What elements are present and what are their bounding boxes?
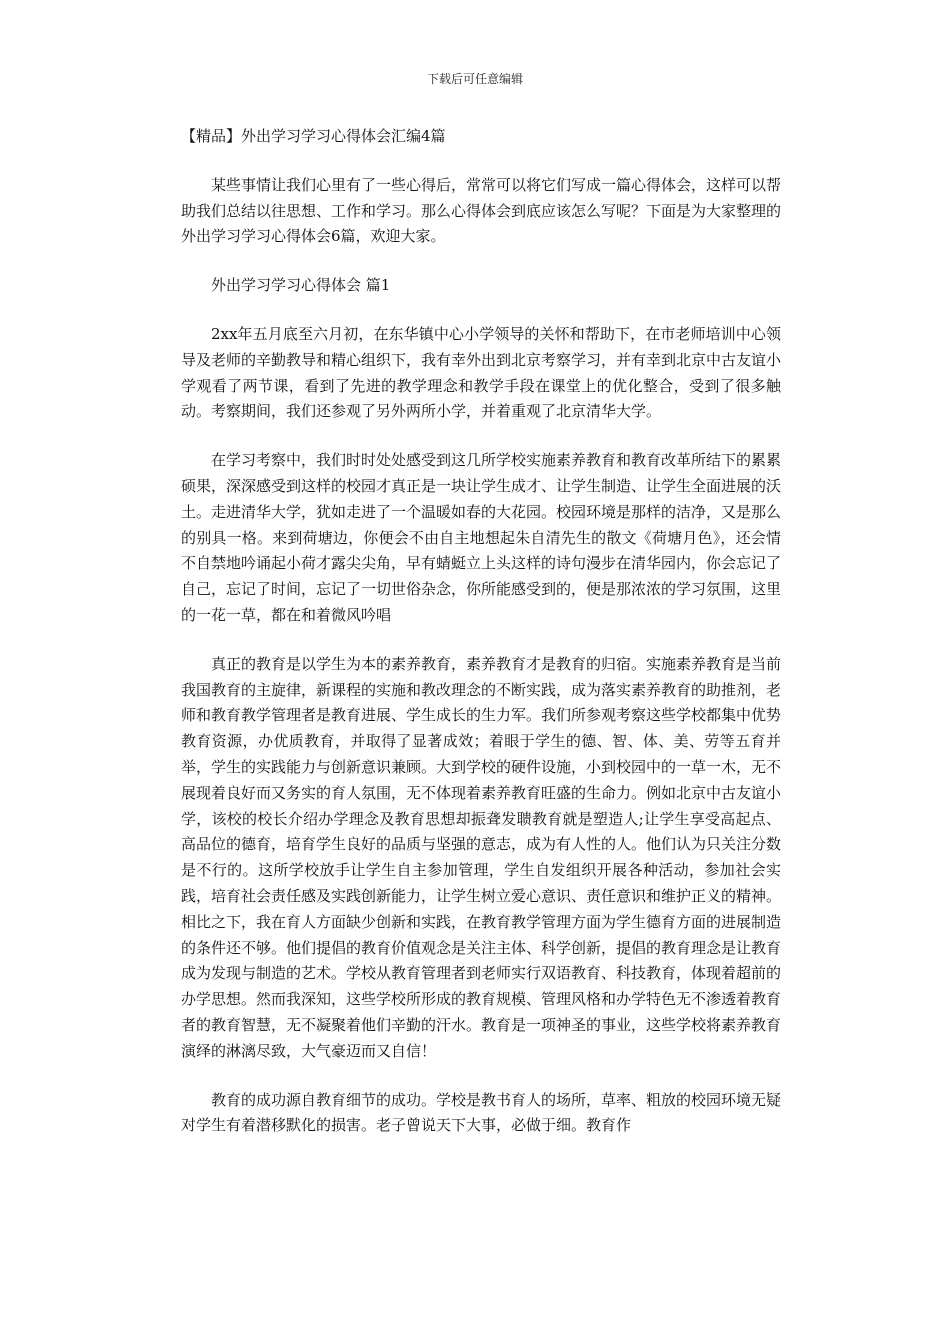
section-heading: 外出学习学习心得体会 篇1: [211, 276, 391, 295]
intro-paragraph: 某些事情让我们心里有了一些心得后，常常可以将它们写成一篇心得体会，这样可以帮助我们总结以往思想、工作和学习。那么心得体会到底应该怎么写呢？下面是为大家整理的外出学习学习心得体会6篇，欢迎大家。: [181, 175, 782, 246]
document-title: 【精品】外出学习学习心得体会汇编4篇: [181, 127, 446, 145]
body-paragraph: 教育的成功源自教育细节的成功。学校是教书育人的场所，草率、粗放的校园环境无疑对学生有着潜移默化的损害。老子曾说天下大事，必做于细。教育作: [181, 1090, 782, 1135]
header-note: 下载后可任意编辑: [426, 72, 523, 86]
body-paragraph: 在学习考察中，我们时时处处感受到这几所学校实施素养教育和教育改革所结下的累累硕果，深深感受到这样的校园才真正是一块让学生成才、让学生制造、让学生全面进展的沃土。走进清华大学，犹如走进了一个温暖如春的大花园。校园环境是那样的洁净，又是那么的别具一格。来到荷塘边，你便会不由自主地想起朱自清先生的散文《荷塘月色》，还会情不自禁地吟诵起小荷才露尖尖角，早有蜻蜓立上头这样的诗句漫步在清华园内，你会忘记了自己，忘记了时间，忘记了一切世俗杂念，你所能感受到的，便是那浓浓的学习氛围，这里的一花一草，都在和着微风吟唱: [181, 451, 782, 624]
body-paragraph: 真正的教育是以学生为本的素养教育，素养教育才是教育的归宿。实施素养教育是当前我国教育的主旋律，新课程的实施和教改理念的不断实践，成为落实素养教育的助推剂，老师和教育教学管理者是教育进展、学生成长的生力军。我们所参观考察这些学校都集中优势教育资源，办优质教育，并取得了显著成效；着眼于学生的德、智、体、美、劳等五育并举，学生的实践能力与创新意识兼顾。大到学校的硬件设施，小到校园中的一草一木，无不展现着良好而又务实的育人氛围，无不体现着素养教育旺盛的生命力。例如北京中古友谊小学，该校的校长介绍办学理念及教育思想却振聋发聩教育就是塑造人;让学生享受高起点、高品位的德育，培育学生良好的品质与坚强的意志，成为有人性的人。他们认为只关注分数是不行的。这所学校放手让学生自主参加管理，学生自发组织开展各种活动，参加社会实践，培育社会责任感及实践创新能力，让学生树立爱心意识、责任意识和维护正义的精神。相比之下，我在育人方面缺少创新和实践，在教育教学管理方面为学生德育方面的进展制造的条件还不够。他们提倡的教育价值观念是关注主体、科学创新，提倡的教育理念是让教育成为发现与制造的艺术。学校从教育管理者到老师实行双语教育、科技教育，体现着超前的办学思想。然而我深知，这些学校所形成的教育规模、管理风格和办学特色无不渗透着教育者的教育智慧，无不凝聚着他们辛勤的汗水。教育是一项神圣的事业，这些学校将素养教育演绎的淋漓尽致，大气豪迈而又自信！: [181, 654, 782, 1060]
document-body: [181, 124, 781, 1162]
body-paragraph: 2xx年五月底至六月初，在东华镇中心小学领导的关怀和帮助下，在市老师培训中心领导及老师的辛勤教导和精心组织下，我有幸外出到北京考察学习，并有幸到北京中古友谊小学观看了两节课，看到了先进的教学理念和教学手段在课堂上的优化整合，受到了很多触动。考察期间，我们还参观了另外两所小学，并着重观了北京清华大学。: [181, 324, 782, 421]
